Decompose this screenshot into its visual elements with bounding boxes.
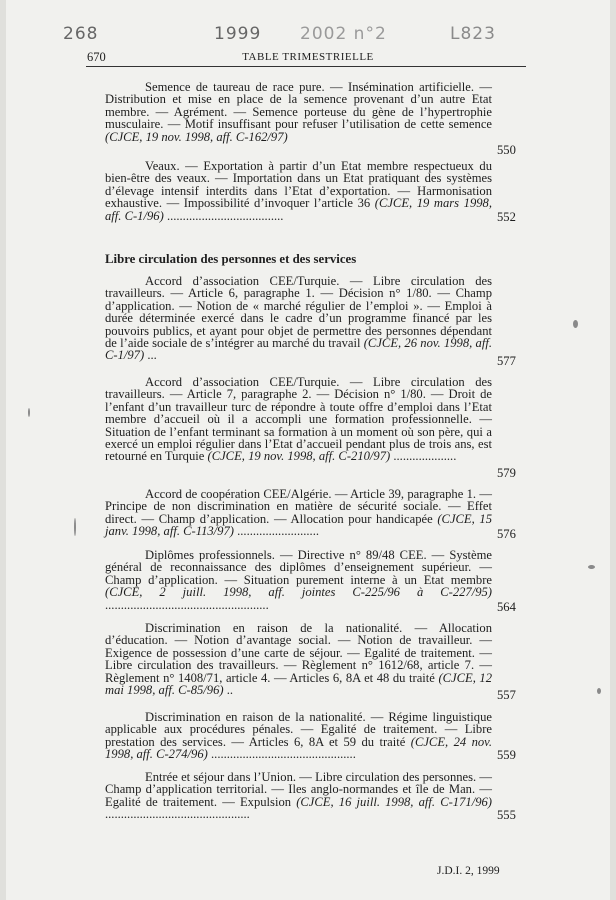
entry-page-number: 579 <box>497 466 516 480</box>
entry-reference: (CJCE, 26 nov. 1998, aff. C-1/97) <box>105 336 492 363</box>
index-entry: Entrée et séjour dans l’Union. — Libre circulation des personnes. — Champ d’application territorial. — Iles anglo-normandes et île de Man. — Egalité de traitement. — Expulsion (CJCE, 16 juill. 1998, aff. C-171/96) .............................................. <box>105 770 492 822</box>
handwritten-note-c: 2002 n°2 <box>300 24 387 44</box>
index-entry: Accord de coopération CEE/Algérie. — Article 39, paragraphe 1. — Principe de non discrimination en matière de sécurité sociale. — Effet direct. — Champ d’application. — Allocation pour handicapée (CJCE, 15 janv. 1998, aff. C-113/97) .......................... <box>105 487 493 539</box>
index-entry: Diplômes professionnels. — Directive n° 89/48 CEE. — Système général de reconnaissance des diplômes d’enseignement supérieur. — Champ d’application. — Situation purement interne à un Etat membre (CJCE, 2 juill. 1998, aff. jointes C-225/96 à C-227/95) .................................................... <box>105 548 492 612</box>
entry-reference: (CJCE, 24 nov. 1998, aff. C-274/96) <box>105 734 492 762</box>
entry-reference: (CJCE, 16 juill. 1998, aff. C-171/96) <box>296 794 492 809</box>
entry-page-number: 564 <box>497 600 516 614</box>
entry-page-number: 576 <box>497 527 516 541</box>
scan-speck <box>28 408 30 417</box>
scan-speck <box>588 565 595 569</box>
index-entry <box>105 81 492 143</box>
entry-text: Veaux. — Exportation à partir d’un Etat membre respectueux du bien-être des veaux. — Importation dans un Etat pratiquant des systèmes d’élevage intensif interdits dans l’Etat d’exportation. — Harmonisation exhaustive. — Impossibilité d’invoquer l’article 36 <box>105 159 492 211</box>
entry-text: Discrimination en raison de la nationalité. — Régime linguistique applicable aux procédures pénales. — Egalité de traitement. — Libre prestation des services. — Articles 6, 8A et 59 du traité <box>105 710 492 749</box>
header-rule <box>86 66 526 67</box>
entry-text: Diplômes professionnels. — Directive n° 89/48 CEE. — Système général de reconnaissance des diplômes d’enseignement supérieur. — Champ d’application. — Situation purement interne à un Etat membre <box>105 548 492 587</box>
entry-text: Accord d’association CEE/Turquie. — Libre circulation des travailleurs. — Article 6, paragraphe 1. — Décision n° 1/80. — Champ d’application. — Notion de « marché régulier de l’emploi ». — Emploi à durée déterminée exercé dans le cadre d’un programme financé par les pouvoirs publics, et ayant pour objet de permettre des personnes dépendant de l’aide sociale de s’intégrer au marché du travail <box>105 274 492 351</box>
page-edge-right <box>610 0 616 900</box>
entry-reference: (CJCE, 19 mars 1998, aff. C-1/96) <box>105 196 492 223</box>
entry-page-number: 555 <box>497 808 516 822</box>
running-title: TABLE TRIMESTRIELLE <box>242 51 374 63</box>
index-entry: Discrimination en raison de la nationalité. — Allocation d’éducation. — Notion d’avantage social. — Notion de travailleur. — Exigence de possession d’une carte de séjour. — Egalité de traitement. — Libre circulation des travailleurs. — Règlement n° 1612/68, article 7. — Règlement n° 1408/71, article 4. — Articles 6, 8A et 48 du traité (CJCE, 12 mai 1998, aff. C-85/96) .. <box>105 621 493 698</box>
index-entry: Veaux. — Exportation à partir d’un Etat membre respectueux du bien-être des veaux. — Importation dans un Etat pratiquant des systèmes d’élevage intensif interdits dans l’Etat d’exportation. — Harmonisation exhaustive. — Impossibilité d’invoquer l’article 36 (CJCE, 19 mars 1998, aff. C-1/96) ..................................... <box>105 159 492 223</box>
footer-citation: J.D.I. 2, 1999 <box>437 865 500 877</box>
handwritten-note-d: L823 <box>450 24 496 44</box>
scan-speck <box>573 320 578 328</box>
entry-page-number: 557 <box>497 688 516 702</box>
entry-text: Accord de coopération CEE/Algérie. — Article 39, paragraphe 1. — Principe de non discrimination en matière de sécurité sociale. — Effet direct. — Champ d’application. — Allocation pour handicapée <box>105 487 492 526</box>
entry-text: Semence de taureau de race pure. — Insémination artificielle. — Distribution et mise en place de la semence provenant d’un autre Etat membre. — Agrément. — Semence porteuse du gène de l’hypertrophie musculaire. — Motif insuffisant pour refuser l’utilisation de cette semence <box>105 80 492 132</box>
entry-text: Accord d’association CEE/Turquie. — Libre circulation des travailleurs. — Article 7, paragraphe 2. — Décision n° 1/80. — Droit de l’enfant d’un travailleur turc de répondre à toute offre d’emploi dans l’Etat membre d’accueil où il a accompli une formation professionnelle. — Situation de l’enfant terminant sa formation à un moment où son père, qui a exercé un emploi régulier dans l’Etat d’accueil pendant plus de trois ans, est retourné en Turquie <box>105 375 492 464</box>
entry-reference: (CJCE, 19 nov. 1998, aff. C-162/97) <box>105 129 288 144</box>
entry-reference: (CJCE, 19 nov. 1998, aff. C-210/97) <box>207 449 391 464</box>
index-entry: Discrimination en raison de la nationalité. — Régime linguistique applicable aux procédures pénales. — Egalité de traitement. — Libre prestation des services. — Articles 6, 8A et 59 du traité (CJCE, 24 nov. 1998, aff. C-274/96) .............................................. <box>105 710 492 762</box>
entry-page-number: 550 <box>497 143 516 157</box>
entry-text: Entrée et séjour dans l’Union. — Libre circulation des personnes. — Champ d’application territorial. — Iles anglo-normandes et île de Man. — Egalité de traitement. — Expulsion <box>105 770 492 809</box>
entry-text: Discrimination en raison de la nationalité. — Allocation d’éducation. — Notion d’avantage social. — Notion de travailleur. — Exigence de possession d’une carte de séjour. — Egalité de traitement. — Libre circulation des travailleurs. — Règlement n° 1612/68, article 7. — Règlement n° 1408/71, article 4. — Articles 6, 8A et 48 du traité <box>105 621 492 685</box>
index-entry: Accord d’association CEE/Turquie. — Libre circulation des travailleurs. — Article 7, paragraphe 2. — Décision n° 1/80. — Droit de l’enfant d’un travailleur turc de répondre à toute offre d’emploi dans l’Etat membre d’accueil où il a accompli une formation professionnelle. — Situation de l’enfant terminant sa formation à un moment où son père, qui a exercé un emploi régulier dans l’Etat d’accueil pendant plus de trois ans, est retourné en Turquie (CJCE, 19 nov. 1998, aff. C-210/97) .................... <box>105 375 492 464</box>
entry-page-number: 577 <box>497 354 516 368</box>
entry-reference: (CJCE, 12 mai 1998, aff. C-85/96) <box>105 670 493 698</box>
handwritten-note-b: 1999 <box>214 24 262 44</box>
entry-page-number: 559 <box>497 748 516 762</box>
page-number: 670 <box>87 50 106 64</box>
entry-page-number: 552 <box>497 210 516 224</box>
section-title: Libre circulation des personnes et des services <box>105 252 357 266</box>
entry-reference: (CJCE, 15 janv. 1998, aff. C-113/97) <box>105 511 493 539</box>
handwritten-note-a: 268 <box>63 24 99 44</box>
scan-speck <box>74 518 76 536</box>
page-edge-left <box>0 0 6 900</box>
entry-reference: (CJCE, 2 juill. 1998, aff. jointes C-225/96 à C-227/95) <box>105 585 492 600</box>
scan-speck <box>597 688 601 694</box>
index-entry: Accord d’association CEE/Turquie. — Libre circulation des travailleurs. — Article 6, paragraphe 1. — Décision n° 1/80. — Champ d’application. — Notion de « marché régulier de l’emploi ». — Emploi à durée déterminée exercé dans le cadre d’un programme financé par les pouvoirs publics, et ayant pour objet de permettre des personnes dépendant de l’aide sociale de s’intégrer au marché du travail (CJCE, 26 nov. 1998, aff. C-1/97) ... <box>105 274 492 363</box>
